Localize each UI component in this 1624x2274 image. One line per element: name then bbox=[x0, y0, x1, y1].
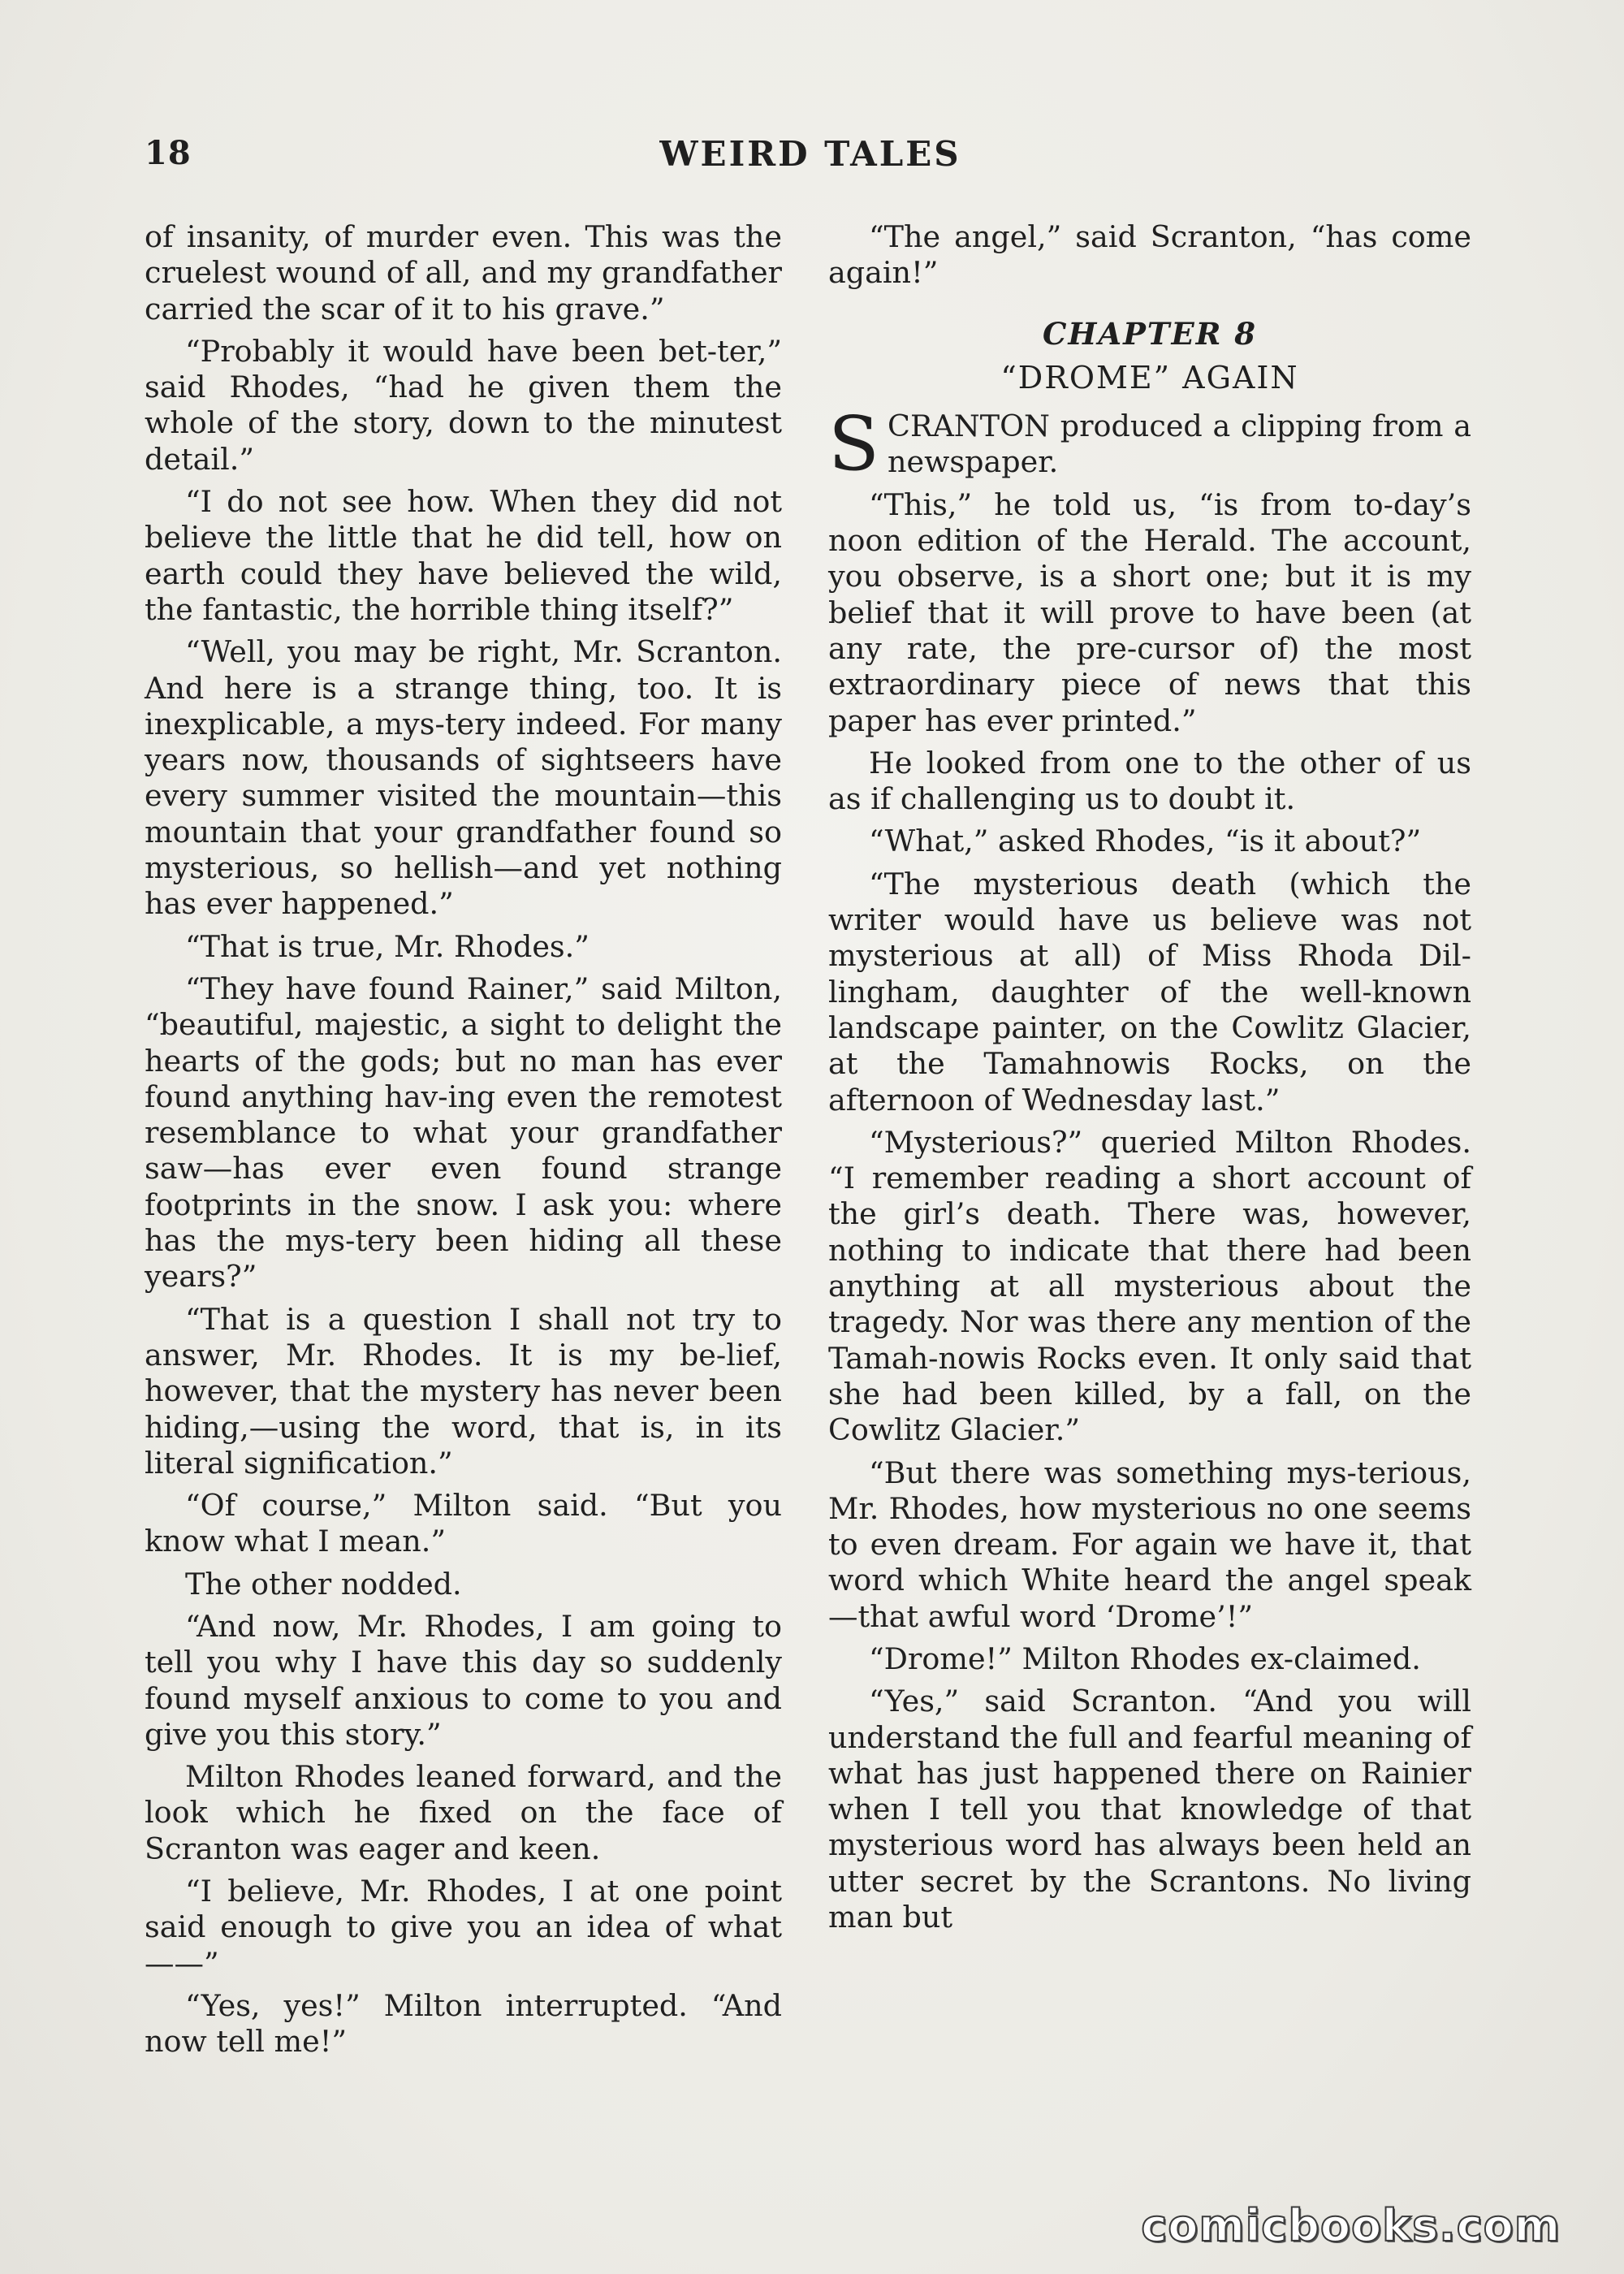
page-header bbox=[145, 134, 1476, 183]
paragraph: “Yes, yes!” Milton interrupted. “And now tell me!” bbox=[145, 1987, 782, 2060]
paragraph: The other nodded. bbox=[185, 1566, 462, 1602]
paragraph: “I believe, Mr. Rhodes, I at one point said enough to give you an idea of what——” bbox=[145, 1874, 782, 1981]
watermark-logo: comicbooks.com bbox=[1141, 2200, 1561, 2251]
paragraph: “This,” he told us, “is from to-day’s noon edition of the Herald. The account, you observe, is a short one; but it is my belief that it will prove to have been (at any rate, the pre-cursor of) the most extraordinary piece of news that this paper has ever printed.” bbox=[828, 486, 1471, 738]
page-number: 18 bbox=[145, 134, 192, 172]
paragraph: “Drome!” Milton Rhodes ex-claimed. bbox=[869, 1641, 1421, 1676]
paragraph: of insanity, of murder even. This was the cruelest wound of all, and my grandfather carried the scar of it to his grave.” bbox=[145, 219, 782, 326]
running-head: WEIRD TALES bbox=[659, 134, 961, 174]
paragraph: “Yes,” said Scranton. “And you will understand the full and fearful meaning of what has just happened there on Rainier when I tell you that knowledge of that mysterious word has always been held an utter secret by the Scrantons. No living man but bbox=[828, 1684, 1471, 1935]
opening-text: produced a clipping from a newspaper. bbox=[888, 409, 1471, 480]
paragraph: “What,” asked Rhodes, “is it about?” bbox=[869, 824, 1422, 859]
paragraph: “But there was something mys-terious, Mr. Rhodes, how mysterious no one seems to even dream. For again we have it, that word which White heard the angel speak—that awful word ‘Drome’!” bbox=[828, 1455, 1471, 1634]
left-column bbox=[145, 219, 782, 2067]
paragraph: Milton Rhodes leaned forward, and the look which he fixed on the face of Scranton was eager and keen. bbox=[145, 1759, 782, 1866]
paragraph: “The angel,” said Scranton, “has come again!” bbox=[828, 219, 1471, 291]
paragraph: “That is a question I shall not try to answer, Mr. Rhodes. It is my be-lief, however, that the mystery has never been hiding,—using the word, that is, in its literal signification.” bbox=[145, 1301, 782, 1481]
paragraph: “And now, Mr. Rhodes, I am going to tell you why I have this day so suddenly found myself anxious to come to you and give you this story.” bbox=[145, 1608, 782, 1752]
opening-paragraph bbox=[828, 400, 1471, 488]
chapter-subtitle: “DROME” AGAIN bbox=[1000, 359, 1299, 396]
paragraph: “The mysterious death (which the writer would have us believe was not mysterious at all) of Miss Rhoda Dil-lingham, daughter of the well-known landscape painter, on the Cowlitz Glacier, at the Tamahnowis Rocks, on the afternoon of Wednesday last.” bbox=[828, 866, 1471, 1118]
paragraph: “That is true, Mr. Rhodes.” bbox=[185, 928, 590, 964]
right-column bbox=[828, 219, 1471, 1942]
chapter-title: CHAPTER 8 bbox=[1042, 315, 1258, 352]
paragraph: “Well, you may be right, Mr. Scranton. And here is a strange thing, too. It is inexplicable, a mys-tery indeed. For many years now, thousands of sightseers have every summer visited the mountain—this mountain that your grandfather found so mysterious, so hellish—and yet nothing has ever happened.” bbox=[145, 634, 782, 922]
paragraph: “Mysterious?” queried Milton Rhodes. “I remember reading a short account of the girl’s death. There was, however, nothing to indicate that there had been anything at all mysterious about the tragedy. Nor was there any mention of the Tamah-nowis Rocks even. It only said that she had been killed, by a fall, on the Cowlitz Glacier.” bbox=[828, 1124, 1471, 1448]
drop-cap: S bbox=[828, 400, 880, 488]
opening-smallcaps: CRANTON bbox=[888, 409, 1050, 444]
paragraph: He looked from one to the other of us as if challenging us to doubt it. bbox=[828, 745, 1471, 817]
paragraph: “I do not see how. When they did not believe the little that he did tell, how on earth could they have believed the wild, the fantastic, the horrible thing itself?” bbox=[145, 484, 782, 627]
paragraph: “Of course,” Milton said. “But you know what I mean.” bbox=[145, 1488, 782, 1559]
paragraph: “Probably it would have been bet-ter,” said Rhodes, “had he given them the whole of the story, down to the minutest detail.” bbox=[145, 333, 782, 477]
paragraph: “They have found Rainer,” said Milton, “beautiful, majestic, a sight to delight the hearts of the gods; but no man has ever found anything hav-ing even the remotest resemblance to what your grandfather saw—has ever even found strange footprints in the snow. I ask you: where has the mys-tery been hiding all these years?” bbox=[145, 971, 782, 1295]
